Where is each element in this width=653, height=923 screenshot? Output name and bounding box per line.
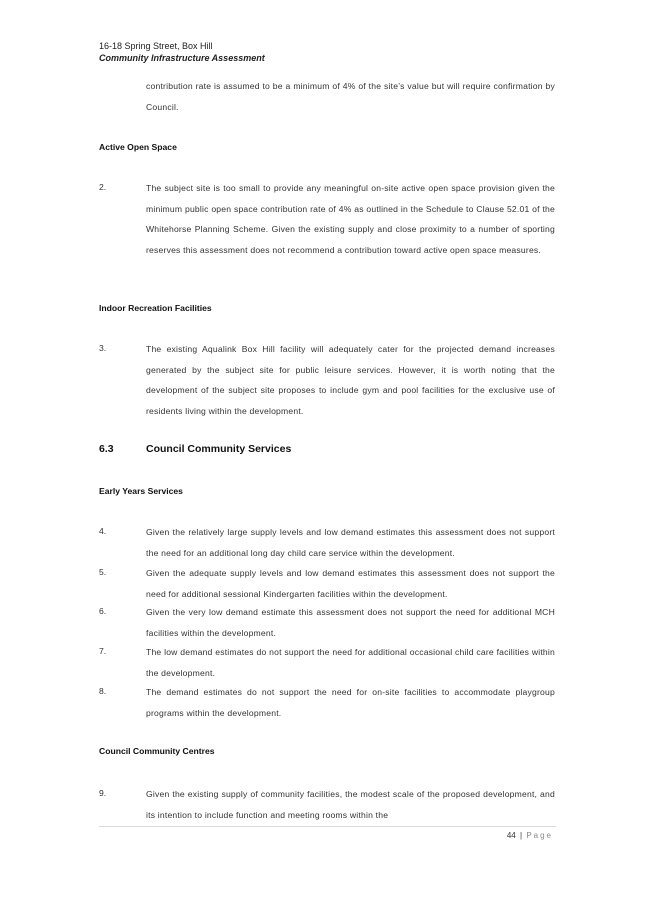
item-text: The low demand estimates do not support the need for additional occasional child care facilities within the development.	[146, 647, 555, 678]
item-number: 9.	[99, 788, 107, 798]
page-number: 44	[506, 831, 516, 840]
item-number: 7.	[99, 646, 107, 656]
item-number: 6.	[99, 606, 107, 616]
item-text: Given the relatively large supply levels and low demand estimates this assessment does not support the need for an additional long day child care service within the development.	[146, 527, 555, 558]
item-text: Given the existing supply of community facilities, the modest scale of the proposed development, and its intention to include function and meeting rooms within the	[146, 789, 555, 820]
section-title: Council Community Services	[146, 443, 292, 455]
item-number: 3.	[99, 343, 107, 353]
item-number: 8.	[99, 686, 107, 696]
item-text: Given the very low demand estimate this assessment does not support the need for additional MCH facilities within the development.	[146, 607, 555, 638]
page-footer	[507, 831, 553, 840]
footer-separator: |	[520, 831, 523, 840]
item-number: 2.	[99, 182, 107, 192]
item-text: The existing Aqualink Box Hill facility will adequately cater for the projected demand increases generated by the subject site for public leisure services. However, it is worth noting that the development of the subject site proposes to include gym and pool facilities for the exclusive use of residents living within the development.	[146, 344, 555, 416]
item-number: 5.	[99, 567, 107, 577]
intro-paragraph: contribution rate is assumed to be a minimum of 4% of the site’s value but will require confirmation by Council.	[146, 81, 555, 112]
item-text: The demand estimates do not support the need for on-site facilities to accommodate playgroup programs within the development.	[146, 687, 555, 718]
item-number: 4.	[99, 526, 107, 536]
heading-community-centres: Council Community Centres	[99, 746, 215, 756]
item-text: Given the adequate supply levels and low demand estimates this assessment does not support the need for additional sessional Kindergarten facilities within the development.	[146, 568, 555, 599]
heading-early-years: Early Years Services	[99, 486, 183, 496]
heading-indoor-recreation: Indoor Recreation Facilities	[99, 303, 212, 313]
section-number: 6.3	[99, 443, 114, 455]
item-text: The subject site is too small to provide any meaningful on-site active open space provision given the minimum public open space contribution rate of 4% as outlined in the Schedule to Clause 52.01 of the Whitehorse Planning Scheme. Given the existing supply and close proximity to a number of sporting reserves this assessment does not recommend a contribution toward active open space measures.	[146, 183, 555, 255]
header-document-title: Community Infrastructure Assessment	[99, 53, 265, 63]
footer-divider	[99, 826, 556, 827]
heading-active-open-space: Active Open Space	[99, 142, 177, 152]
header-address: 16-18 Spring Street, Box Hill	[99, 41, 213, 51]
page-label: Page	[526, 831, 553, 840]
